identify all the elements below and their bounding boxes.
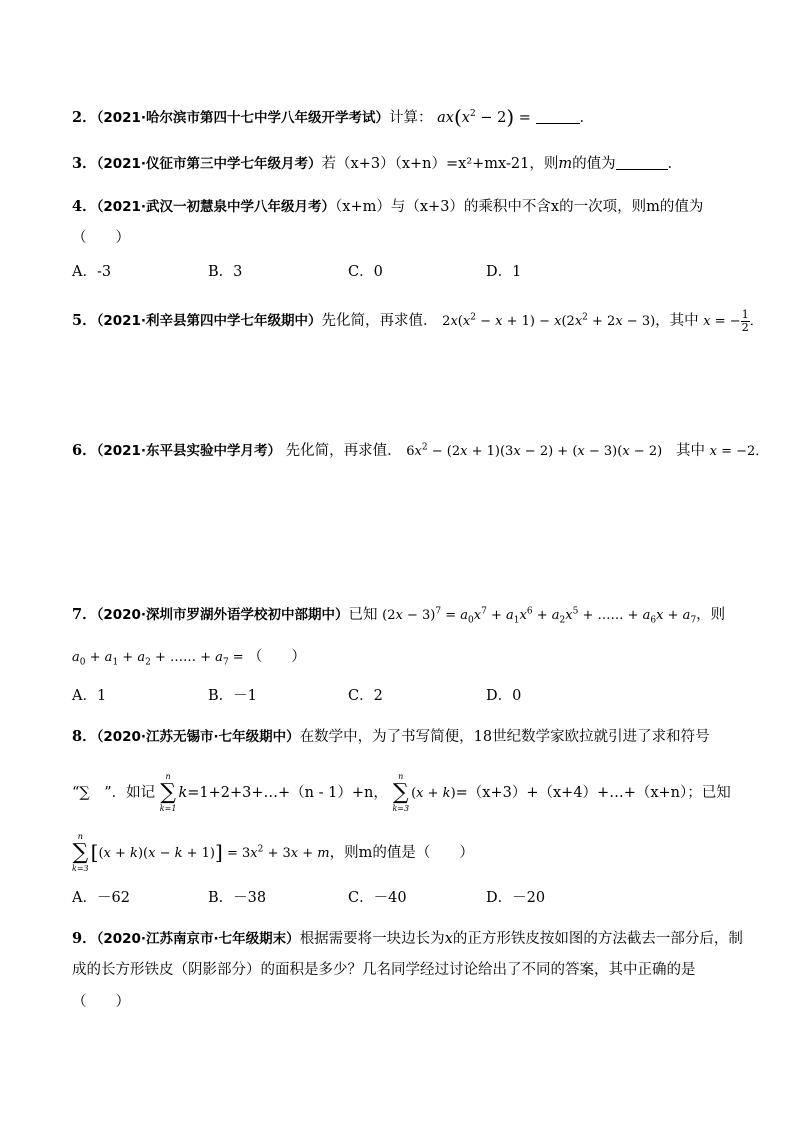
- q3-text-2: 的值为: [572, 156, 616, 172]
- q5-condition: x = − $\frac{1}{2}$ ．: [703, 308, 763, 334]
- q4-number: 4．: [72, 198, 97, 215]
- q6-expression: $6x^2 - (2x + 1)(3x - 2) + (x - 3)(x - 2)$: [406, 442, 663, 459]
- question-7: [72, 605, 725, 626]
- q5-expression: $2x(x^2 - x + 1) - x(2x^2 + 2x - 3)$: [442, 312, 656, 329]
- q3-answer-blank[interactable]: [616, 155, 668, 170]
- q4-paren: （ ）: [72, 230, 130, 246]
- q8-option-b[interactable]: B．－38: [208, 890, 267, 906]
- question-3: [72, 154, 682, 174]
- q8-sigma-intro: “∑ ”．如记: [72, 785, 156, 801]
- q7-text: 已知: [348, 607, 378, 623]
- q6-condition: x = −2．: [709, 444, 769, 459]
- q8-option-a[interactable]: A．－62: [72, 890, 130, 906]
- q8-given-expression: $[(x + k)(x - k + 1)] = 3x^2 + 3x + m$: [90, 840, 330, 864]
- q7-expression: $(2x - 3)^7 = a_0x^7 + a_1x^6 + a_2x^5$ + …… + $a_6x + a_7$: [382, 606, 697, 626]
- q6-number: 6．: [72, 442, 97, 459]
- q3-text: 若（x+3）（x+n）=x²+mx-21，则: [321, 156, 559, 172]
- q5-tail: ，其中: [655, 313, 699, 329]
- q9-paren: （ ）: [72, 994, 130, 1010]
- q9-var-x: x: [444, 931, 453, 947]
- q9-source: （2020·江苏南京市·七年级期末）: [96, 931, 300, 947]
- q8-number: 8．: [72, 728, 97, 745]
- q3-source: （2021·仪征市第三中学七年级月考）: [96, 156, 322, 172]
- q7-option-c[interactable]: C．2: [348, 688, 383, 704]
- q3-end: ．: [667, 156, 683, 172]
- q7-paren: （ ）: [247, 649, 306, 665]
- q8-source: （2020·江苏无锡市·七年级期中）: [96, 729, 300, 745]
- q7-line-2: [72, 647, 306, 668]
- q4-source: （2021·武汉一初慧泉中学八年级月考）: [96, 199, 336, 215]
- question-9: [72, 929, 743, 949]
- q4-option-c[interactable]: C．0: [348, 264, 383, 280]
- q7-number: 7．: [72, 606, 97, 623]
- question-4: [72, 197, 703, 217]
- q6-tail: 其中: [675, 443, 705, 459]
- question-6: [72, 441, 768, 462]
- q2-number: 2．: [72, 109, 97, 126]
- q7-option-d[interactable]: D．0: [486, 688, 522, 704]
- q2-text: 计算：: [389, 110, 433, 126]
- q7-source: （2020·深圳市罗湖外语学校初中部期中）: [96, 607, 349, 623]
- question-2: [72, 107, 594, 128]
- q8-option-c[interactable]: C．－40: [348, 890, 407, 906]
- q8-sum-k-3-n: n ∑ k=3: [392, 772, 410, 813]
- q8-sum-given: n ∑ k=3: [72, 832, 89, 873]
- q2-end: ．: [579, 110, 594, 126]
- q8-line-2: “∑ ”．如记 n ∑ k=1 k=1+2+3+…+（n - 1）+n， n ∑ k=3 (x + k)=（x+3）+（x+4）+…+（x+n）；已知: [72, 772, 731, 813]
- q4-option-b[interactable]: B．3: [208, 264, 243, 280]
- q2-answer-blank[interactable]: [536, 109, 580, 124]
- q8-text: 在数学中，为了书写简便，18世纪数学家欧拉就引进了求和符号: [299, 729, 710, 745]
- q2-expression: $ax(x^2 - 2)$ =: [437, 105, 536, 129]
- question-5: [72, 309, 763, 334]
- q4-option-d[interactable]: D．1: [486, 264, 522, 280]
- q9-number: 9．: [72, 930, 97, 947]
- q9-line-2: 成的长方形铁皮（阴影部分）的面积是多少？几名同学经过讨论给出了不同的答案，其中正确的是: [72, 962, 696, 978]
- q3-number: 3．: [72, 155, 97, 172]
- q8-sum-expansion-1: =1+2+3+…+（n - 1）+n，: [187, 785, 388, 801]
- q5-number: 5．: [72, 312, 97, 329]
- q2-source: （2021·哈尔滨市第四十七中学八年级开学考试）: [96, 110, 390, 126]
- q9-text-1: 根据需要将一块边长为: [299, 931, 445, 947]
- q6-text: 先化简，再求值．: [285, 443, 402, 459]
- q7-sum-expression: $a_0 + a_1 + a_2$ + …… + $a_7$ =: [72, 650, 248, 668]
- q6-source: （2021·东平县实验中学月考）: [96, 443, 282, 459]
- q9-text-2: 的正方形铁皮按如图的方法截去一部分后，制: [452, 931, 743, 947]
- question-8: [72, 727, 710, 747]
- q8-option-d[interactable]: D．－20: [486, 890, 546, 906]
- q4-text: （x+m）与（x+3）的乘积中不含x的一次项，则m的值为: [335, 199, 704, 215]
- q8-sum-expansion-2: =（x+3）+（x+4）+…+（x+n）；已知: [455, 785, 731, 801]
- q8-line-3: [72, 832, 474, 874]
- q3-var-m: m: [558, 156, 573, 172]
- q7-option-a[interactable]: A．1: [72, 688, 107, 704]
- q7-tail: ，则: [696, 607, 726, 623]
- q4-option-a[interactable]: A．-3: [72, 264, 112, 280]
- q7-option-b[interactable]: B．－1: [208, 688, 257, 704]
- q8-question: ，则m的值是（ ）: [329, 845, 474, 861]
- q8-sum-k-1-n: n ∑ k=1: [159, 772, 177, 813]
- q5-text: 先化简，再求值．: [321, 313, 438, 329]
- q5-source: （2021·利辛县第四中学七年级期中）: [96, 313, 322, 329]
